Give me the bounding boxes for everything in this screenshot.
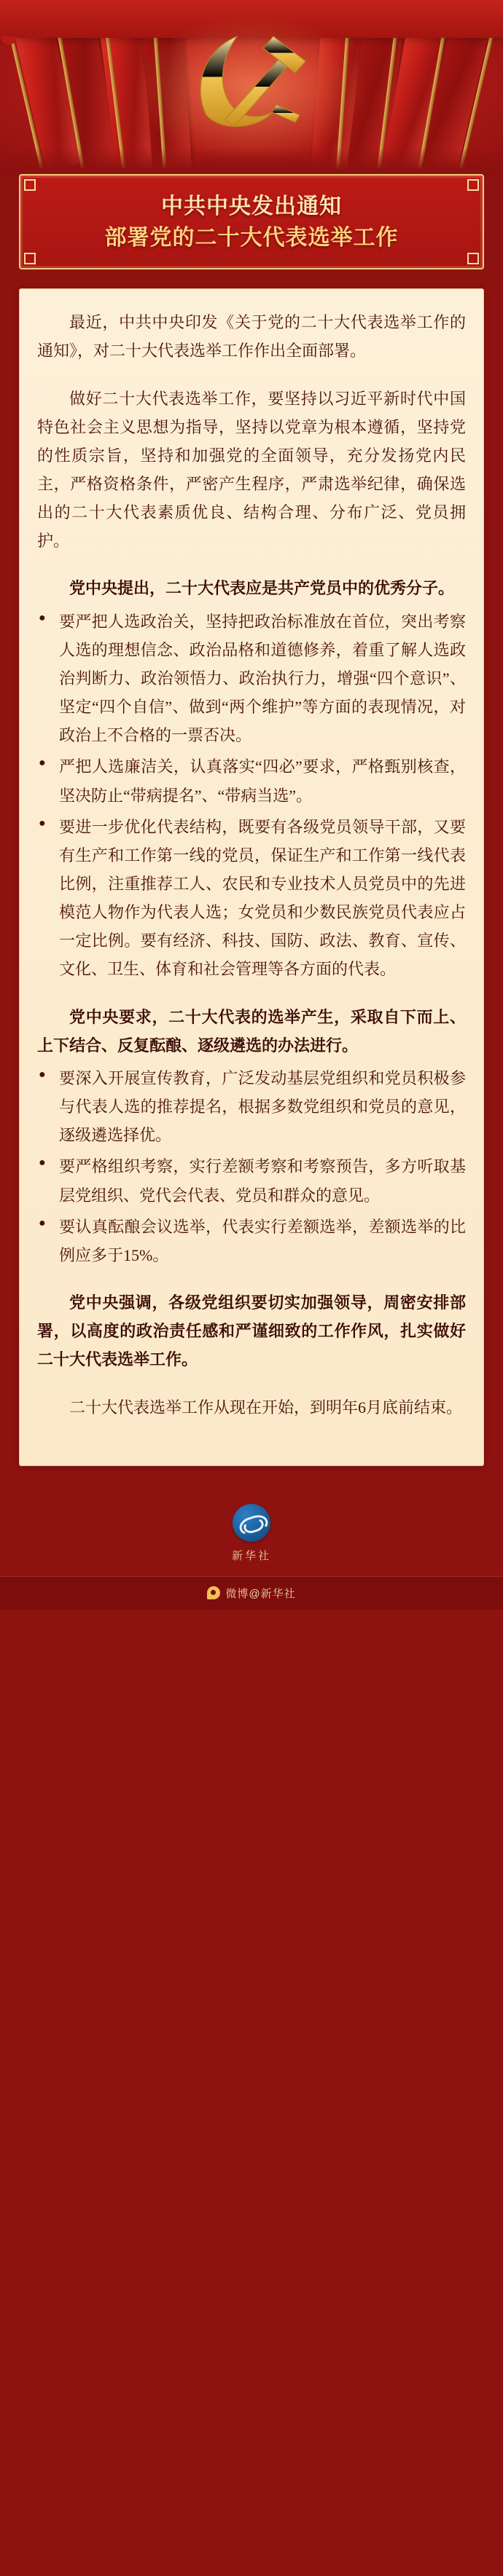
article-block-guidance (37, 385, 466, 556)
corner-ornament-tl (24, 179, 36, 191)
article-block-requirement (37, 1288, 466, 1374)
banner-header (0, 0, 503, 178)
weibo-label: 微博@新华社 (225, 1587, 296, 1600)
paragraph: 最近，中共中央印发《关于党的二十大代表选举工作的通知》，对二十大代表选举工作作出全面部署。 (37, 313, 466, 361)
list-item: ● 要深入开展宣传教育，广泛发动基层党组织和党员积极参与代表人选的推荐提名，根据多数党组织和党员的意见，逐级遴选择优。 (37, 1064, 466, 1149)
footer (0, 1485, 503, 1576)
paragraph: 二十大代表选举工作从现在开始，到明年6月底前结束。 (69, 1398, 463, 1417)
weibo-icon (207, 1586, 220, 1599)
paragraph-lead: 党中央要求，二十大代表的选举产生，采取自下而上、上下结合、反复酝酿、逐级遴选的办法进行。 (37, 1007, 466, 1055)
article-block-timeline (37, 1393, 466, 1422)
article-block-quality (37, 574, 466, 983)
corner-ornament-bl (24, 253, 36, 264)
list-item: ● 要严把人选政治关，坚持把政治标准放在首位，突出考察人选的理想信念、政治品格和道德修养，着重了解人选政治判断力、政治领悟力、政治执行力，增强“四个意识”、坚定“四个自信”、做到“两个维护”等方面的表现情况，对政治上不合格的一票否决。 (37, 607, 466, 750)
list-item: ● 要认真酝酿会议选举，代表实行差额选举，差额选举的比例应多于15%。 (37, 1213, 466, 1269)
paragraph-lead: 党中央提出，二十大代表应是共产党员中的优秀分子。 (69, 579, 455, 598)
corner-ornament-br (467, 253, 479, 264)
article-block-intro (37, 308, 466, 365)
list-item: ● 要进一步优化代表结构，既要有各级党员领导干部，又要有生产和工作第一线的党员，保证生产和工作第一线代表比例，注重推荐工人、农民和专业技术人员党员中的先进模范人物作为代表人选；女党员和少数民族党员代表应占一定比例。要有经济、科技、国防、政法、教育、宣传、文化、卫生、体育和社会管理等各方面的代表。 (37, 813, 466, 984)
agency-name: 新华社 (231, 1550, 271, 1562)
hammer-and-sickle-emblem (186, 19, 317, 139)
list-item: ● 要严格组织考察，实行差额考察和考察预告，多方听取基层党组织、党代会代表、党员和群众的意见。 (37, 1152, 466, 1209)
xinhua-logo-icon (233, 1504, 270, 1542)
paragraph-lead: 党中央强调，各级党组织要切实加强领导，周密安排部署，以高度的政治责任感和严谨细致的工作作风，扎实做好二十大代表选举工作。 (37, 1293, 466, 1369)
list-item: ● 严把人选廉洁关，认真落实“四必”要求，严格甄别核查，坚决防止“带病提名”、“带病当选”。 (37, 752, 466, 809)
title-line-2: 部署党的二十大代表选举工作 (104, 225, 399, 250)
article-block-procedure (37, 1003, 466, 1269)
article-body (19, 288, 484, 1465)
weibo-watermark (0, 1576, 503, 1610)
paragraph: 做好二十大代表选举工作，要坚持以习近平新时代中国特色社会主义思想为指导，坚持以党章为根本遵循，坚持党的性质宗旨，坚持和加强党的全面领导，充分发扬党内民主，严格资格条件，严密产生程序，严肃选举纪律，确保选出的二十大代表素质优良、结构合理、分布广泛、党员拥护。 (37, 389, 466, 551)
page-title (19, 174, 484, 269)
title-line-1: 中共中央发出通知 (161, 194, 342, 218)
corner-ornament-tr (467, 179, 479, 191)
